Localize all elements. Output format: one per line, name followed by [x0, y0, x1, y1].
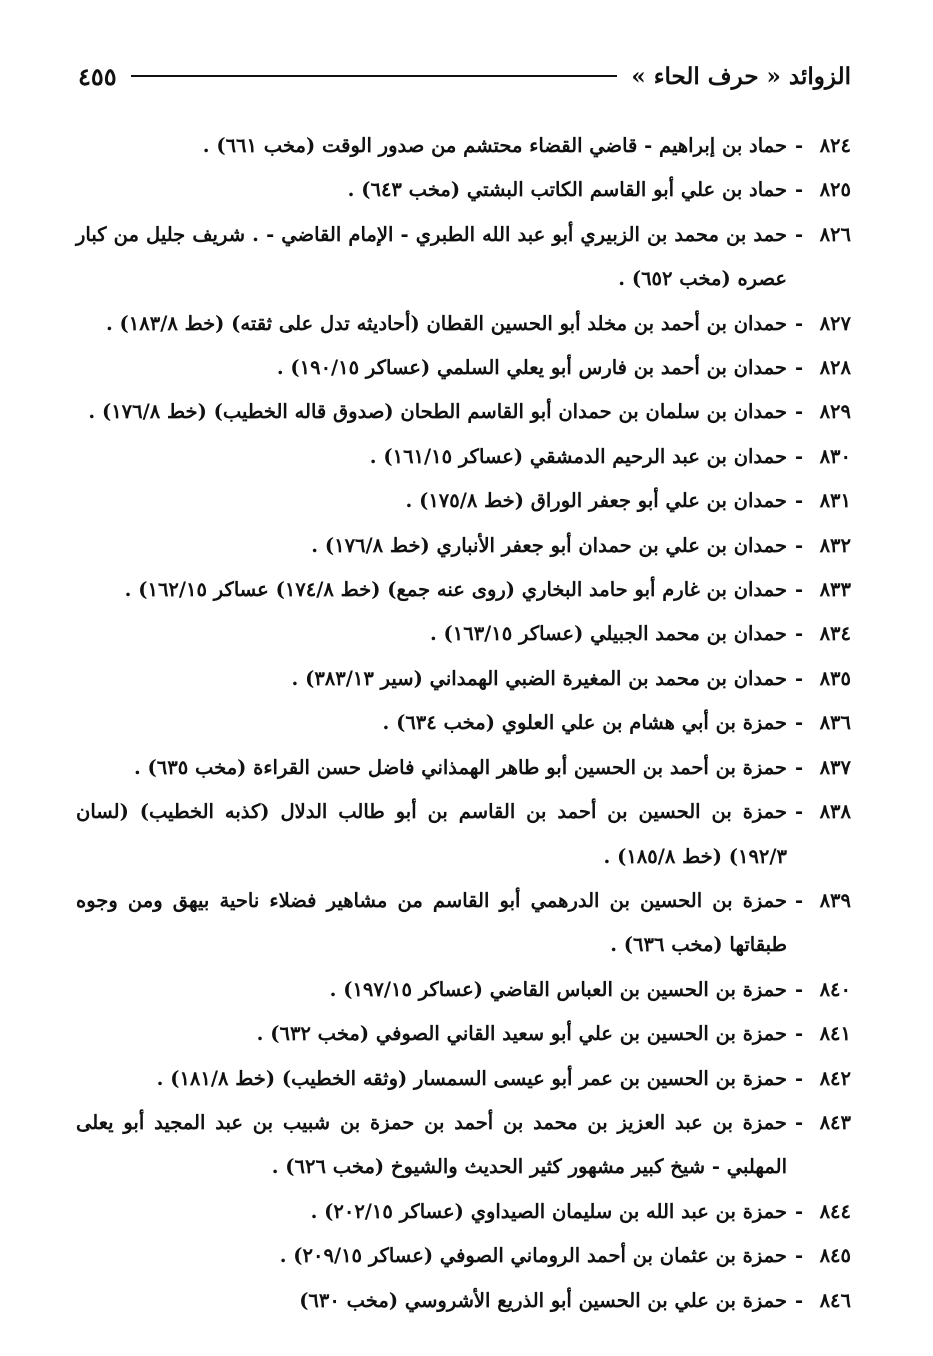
list-item	[76, 701, 851, 745]
entry-number: ٨٣٤	[819, 622, 851, 646]
list-item	[76, 657, 851, 701]
entry-number: ٨٢٥	[819, 178, 851, 202]
list-item	[76, 168, 851, 212]
entry-dash: -	[794, 400, 804, 424]
entry-dash: -	[794, 1066, 804, 1090]
entry-text: حمزة بن أحمد بن الحسين أبو طاهر الهمذاني فاضل حسن القراءة (مخب ٦٣٥) .	[133, 755, 787, 779]
list-item	[76, 346, 851, 390]
entry-number: ٨٣٩	[819, 888, 851, 912]
entry-number: ٨٢٦	[819, 222, 851, 246]
entry-text: حمزة بن الحسين بن الدرهمي أبو القاسم من مشاهير فضلاء ناحية بيهق ومن وجوه طبقاتها (مخب ٦٣٦) .	[76, 888, 787, 957]
entry-text: حمدان بن علي أبو جعفر الوراق (خط ١٧٥/٨) .	[405, 489, 787, 513]
list-item	[76, 612, 851, 656]
entry-dash: -	[794, 755, 804, 779]
list-item	[76, 568, 851, 612]
entry-text: حمزة بن عبد الله بن سليمان الصيداوي (عساكر ٢٠٢/١٥) .	[310, 1199, 787, 1223]
entry-number: ٨٣٥	[819, 666, 851, 690]
entry-text: حمدان بن سلمان بن حمدان أبو القاسم الطحان (صدوق قاله الخطيب) (خط ١٧٦/٨) .	[88, 400, 787, 424]
list-item	[76, 390, 851, 434]
entry-dash: -	[794, 977, 804, 1001]
list-item	[76, 1190, 851, 1234]
entry-dash: -	[794, 622, 804, 646]
entry-number: ٨٤١	[819, 1022, 851, 1046]
entry-dash: -	[794, 134, 804, 157]
entry-text: حماد بن إبراهيم - قاضي القضاء محتشم من صدور الوقت (مخب ٦٦١) .	[202, 134, 787, 157]
entry-number: ٨٣٦	[819, 711, 851, 735]
entry-text: حمد بن محمد بن الزبيري أبو عبد الله الطبري - الإمام القاضي - . شريف جليل من كبار عصره (مخب ٦٥٢) .	[76, 222, 787, 291]
list-item	[76, 302, 851, 346]
entry-dash: -	[794, 533, 804, 557]
entry-dash: -	[794, 444, 804, 468]
header-rule	[131, 75, 618, 77]
entry-dash: -	[794, 489, 804, 513]
entry-dash: -	[794, 311, 804, 335]
entry-text: حمدان بن علي بن حمدان أبو جعفر الأنباري (خط ١٧٦/٨) .	[311, 533, 787, 557]
entry-dash: -	[794, 1288, 804, 1312]
entry-dash: -	[794, 1199, 804, 1223]
running-title: الزوائد « حرف الحاء »	[631, 62, 851, 90]
entry-number: ٨٢٧	[819, 311, 851, 335]
page-header	[78, 58, 851, 94]
entry-dash: -	[794, 888, 804, 912]
entry-number: ٨٤٤	[819, 1199, 851, 1223]
entry-text: حمدان بن محمد بن المغيرة الضبي الهمداني (سير ٣٨٣/١٣) .	[291, 666, 787, 690]
entry-number: ٨٤٥	[819, 1244, 851, 1268]
list-item	[76, 1012, 851, 1056]
entry-text: حمزة بن الحسين بن عمر أبو عيسى السمسار (وثقه الخطيب) (خط ١٨١/٨) .	[156, 1066, 787, 1090]
entry-text: حمدان بن أحمد بن فارس أبو يعلي السلمي (عساكر ١٩٠/١٥) .	[276, 356, 787, 380]
list-item	[76, 524, 851, 568]
entry-list	[76, 124, 851, 1323]
entry-text: حمدان بن أحمد بن مخلد أبو الحسين القطان (أحاديثه تدل على ثقته) (خط ١٨٣/٨) .	[105, 311, 787, 335]
entry-text: حمزة بن الحسين بن علي أبو سعيد القاني الصوفي (مخب ٦٣٢) .	[256, 1022, 787, 1046]
list-item	[76, 124, 851, 168]
entry-number: ٨٢٩	[819, 400, 851, 424]
entry-dash: -	[794, 1244, 804, 1268]
entry-text: حمزة بن عبد العزيز بن محمد بن أحمد بن حمزة بن شبيب بن عبد المجيد أبو يعلى المهلبي - شيخ كبير مشهور كثير الحديث والشيوخ (مخب ٦٢٦) .	[76, 1110, 787, 1179]
entry-number: ٨٣٠	[819, 444, 851, 468]
list-item	[76, 1234, 851, 1278]
entry-dash: -	[794, 711, 804, 735]
page-number: ٤٥٥	[78, 61, 117, 91]
entry-text: حمزة بن الحسين بن أحمد بن القاسم بن أبو طالب الدلال (كذبه الخطيب) (لسان ١٩٢/٣) (خط ١٨٥/٨) .	[76, 800, 787, 868]
entry-text: حمزة بن الحسين بن العباس القاضي (عساكر ١٩٧/١٥) .	[329, 977, 787, 1001]
entry-text: حمزة بن علي بن الحسين أبو الذريع الأشروسي (مخب ٦٣٠)	[299, 1288, 787, 1312]
entry-text: حماد بن علي أبو القاسم الكاتب البشتي (مخب ٦٤٣) .	[347, 178, 787, 202]
list-item	[76, 790, 851, 879]
entry-dash: -	[794, 1022, 804, 1046]
list-item	[76, 1279, 851, 1323]
entry-dash: -	[794, 800, 804, 824]
entry-number: ٨٤٢	[819, 1066, 851, 1090]
entry-number: ٨٣١	[819, 489, 851, 513]
entry-number: ٨٣٨	[819, 800, 851, 824]
list-item	[76, 1101, 851, 1190]
entry-number: ٨٢٨	[819, 356, 851, 380]
entry-dash: -	[794, 178, 804, 202]
entry-number: ٨٤٠	[819, 977, 851, 1001]
entry-number: ٨٤٦	[819, 1288, 851, 1312]
list-item	[76, 435, 851, 479]
entry-number: ٨٣٢	[819, 533, 851, 557]
entry-text: حمدان بن غارم أبو حامد البخاري (روى عنه جمع) (خط ١٧٤/٨) عساكر ١٦٢/١٥) .	[124, 578, 787, 602]
entry-dash: -	[794, 578, 804, 602]
list-item	[76, 479, 851, 523]
entry-dash: -	[794, 356, 804, 380]
entry-number: ٨٢٤	[819, 134, 851, 157]
entry-dash: -	[794, 666, 804, 690]
entry-dash: -	[794, 222, 804, 246]
entry-text: حمدان بن محمد الجبيلي (عساكر ١٦٣/١٥) .	[429, 622, 787, 646]
list-item	[76, 746, 851, 790]
entry-text: حمزة بن أبي هشام بن علي العلوي (مخب ٦٣٤) .	[382, 711, 787, 735]
entry-dash: -	[794, 1110, 804, 1134]
list-item	[76, 879, 851, 968]
entry-number: ٨٤٣	[819, 1110, 851, 1134]
entry-text: حمزة بن عثمان بن أحمد الروماني الصوفي (عساكر ٢٠٩/١٥) .	[279, 1244, 787, 1268]
entry-number: ٨٣٧	[819, 755, 851, 779]
list-item	[76, 213, 851, 302]
list-item	[76, 968, 851, 1012]
list-item	[76, 1057, 851, 1101]
entry-text: حمدان بن عبد الرحيم الدمشقي (عساكر ١٦١/١٥) .	[369, 444, 787, 468]
entry-number: ٨٣٣	[819, 578, 851, 602]
